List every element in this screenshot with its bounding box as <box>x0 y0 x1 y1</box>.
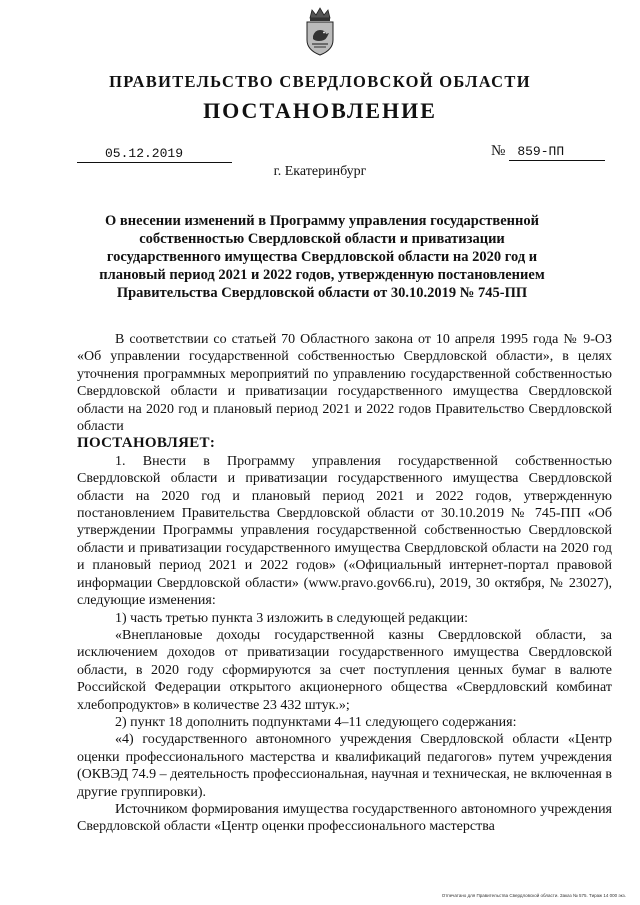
city: г. Екатеринбург <box>273 164 367 179</box>
subitem-1-paragraph: 1) часть третью пункта 3 изложить в следующей редакции: <box>115 610 468 626</box>
document-number-block <box>491 143 605 161</box>
preamble-paragraph: В соответствии со статьей 70 Областного закона от 10 апреля 1995 года № 9-ОЗ «Об управлении государственной собственностью Свердловской области», в целях уточнения программных мероприятий по управлению государственной собственностью Свердловской области и приватизации государственного имущества Свердловской области на 2020 год и плановый период 2021 и 2022 годов Правительство Свердловской области <box>77 332 612 435</box>
print-footer-note: Отпечатано для Правительства Свердловской области. Заказ № 575. Тираж 14 000 экз. <box>441 893 626 898</box>
last-paragraph: Источником формирования имущества государственного автономного учреждения Свердловской области «Центр оценки профессионального мастерства <box>77 801 612 835</box>
document-body <box>77 331 612 836</box>
item-1-paragraph: 1. Внести в Программу управления государственной собственностью Свердловской области и приватизации государственного имущества Свердловской области на 2020 год и плановый период 2021 и 2022 годов, утвержденную постановлением Правительства Свердловской области от 30.10.2019 № 745-ПП «Об утверждении Программы управления государственной собственностью Свердловской области и приватизации государственного имущества Свердловской области на 2020 год и плановый период 2021 и 2022 годов» («Официальный интернет-портал правовой информации Свердловской области» (www.pravo.gov66.ru), 2019, 30 октября, № 23027), следующие изменения: <box>77 453 612 609</box>
government-title: ПРАВИТЕЛЬСТВО СВЕРДЛОВСКОЙ ОБЛАСТИ <box>109 72 531 91</box>
coat-of-arms-icon <box>303 6 337 56</box>
quote-1-paragraph: «Внеплановые доходы государственной казны Свердловской области, за исключением доходов от приватизации государственного имущества Свердловской области, в 2020 году сформируются за счет поступления ценных бумаг в валюте Российской Федерации открытого акционерного общества «Свердловский комбинат хлебопродуктов» в количестве 23 432 штук.»; <box>77 627 612 713</box>
resolves-heading: ПОСТАНОВЛЯЕТ: <box>77 435 216 452</box>
document-kind: ПОСТАНОВЛЕНИЕ <box>203 98 437 123</box>
subitem-2-paragraph: 2) пункт 18 дополнить подпунктами 4–11 следующего содержания: <box>115 714 517 730</box>
document-number: 859-ПП <box>509 144 605 161</box>
document-subject: О внесении изменений в Программу управления государственной собственностью Свердловской области и приватизации государственного имущества Свердловской области на 2020 год и плановый период 2021 и 2022 годов, утвержденную постановлением Правительства Свердловской области от 30.10.2019 № 745-ПП <box>99 213 545 301</box>
document-date: 05.12.2019 <box>77 146 232 163</box>
quote-2-paragraph: «4) государственного автономного учреждения Свердловской области «Центр оценки профессионального мастерства и квалификаций педагогов» путем учреждения (ОКВЭД 74.9 – деятельность профессиональная, научная и техническая, не включенная в другие группировки). <box>77 732 612 800</box>
number-sign: № <box>491 143 506 159</box>
